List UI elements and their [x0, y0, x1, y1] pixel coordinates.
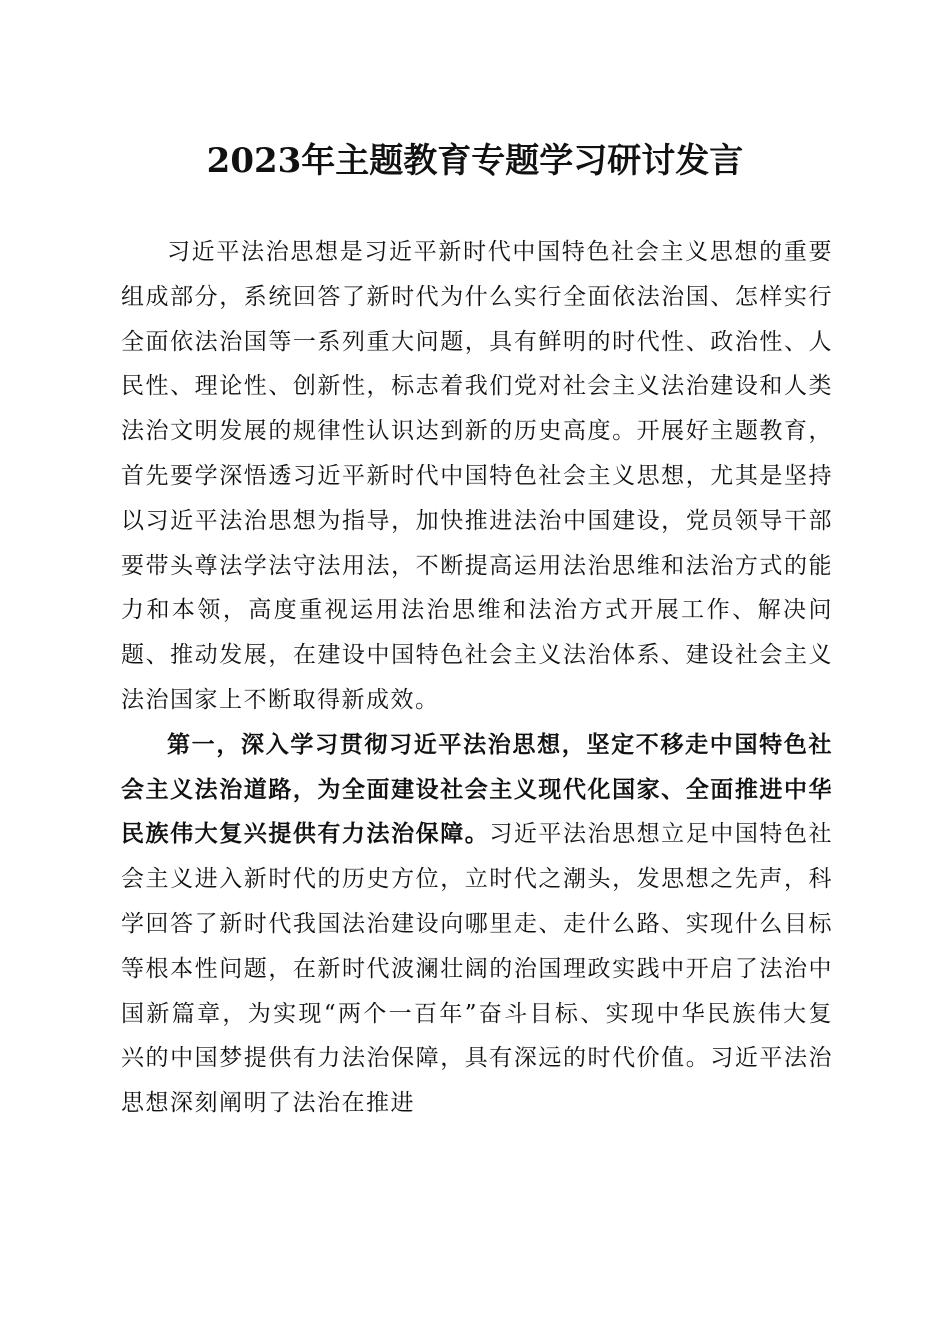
- document-body: [121, 230, 833, 1126]
- paragraph-first-point: [121, 723, 833, 1126]
- paragraph-first-point-body: 习近平法治思想立足中国特色社会主义进入新时代的历史方位，立时代之潮头，发思想之先声，科学回答了新时代我国法治建设向哪里走、走什么路、实现什么目标等根本性问题，在新时代波澜壮阔的治国理政实践中开启了法治中国新篇章，为实现“两个一百年”奋斗目标、实现中华民族伟大复兴的中国梦提供有力法治保障，具有深远的时代价值。习近平法治思想深刻阐明了法治在推进: [121, 821, 834, 1117]
- document-title: 2023年主题教育专题学习研讨发言: [206, 141, 744, 181]
- paragraph-first-point-heading: 第一，深入学习贯彻习近平法治思想，坚定不移走中国特色社会主义法治道路，为全面建设社会主义现代化国家、全面推进中华民族伟大复兴提供有力法治保障。: [121, 730, 833, 848]
- paragraph-intro: 习近平法治思想是习近平新时代中国特色社会主义思想的重要组成部分，系统回答了新时代为什么实行全面依法治国、怎样实行全面依法治国等一系列重大问题，具有鲜明的时代性、政治性、人民性、理论性、创新性，标志着我们党对社会主义法治建设和人类法治文明发展的规律性认识达到新的历史高度。开展好主题教育，首先要学深悟透习近平新时代中国特色社会主义思想，尤其是坚持以习近平法治思想为指导，加快推进法治中国建设，党员领导干部要带头尊法学法守法用法，不断提高运用法治思维和法治方式的能力和本领，高度重视运用法治思维和法治方式开展工作、解决问题、推动发展，在建设中国特色社会主义法治体系、建设社会主义法治国家上不断取得新成效。: [121, 239, 833, 713]
